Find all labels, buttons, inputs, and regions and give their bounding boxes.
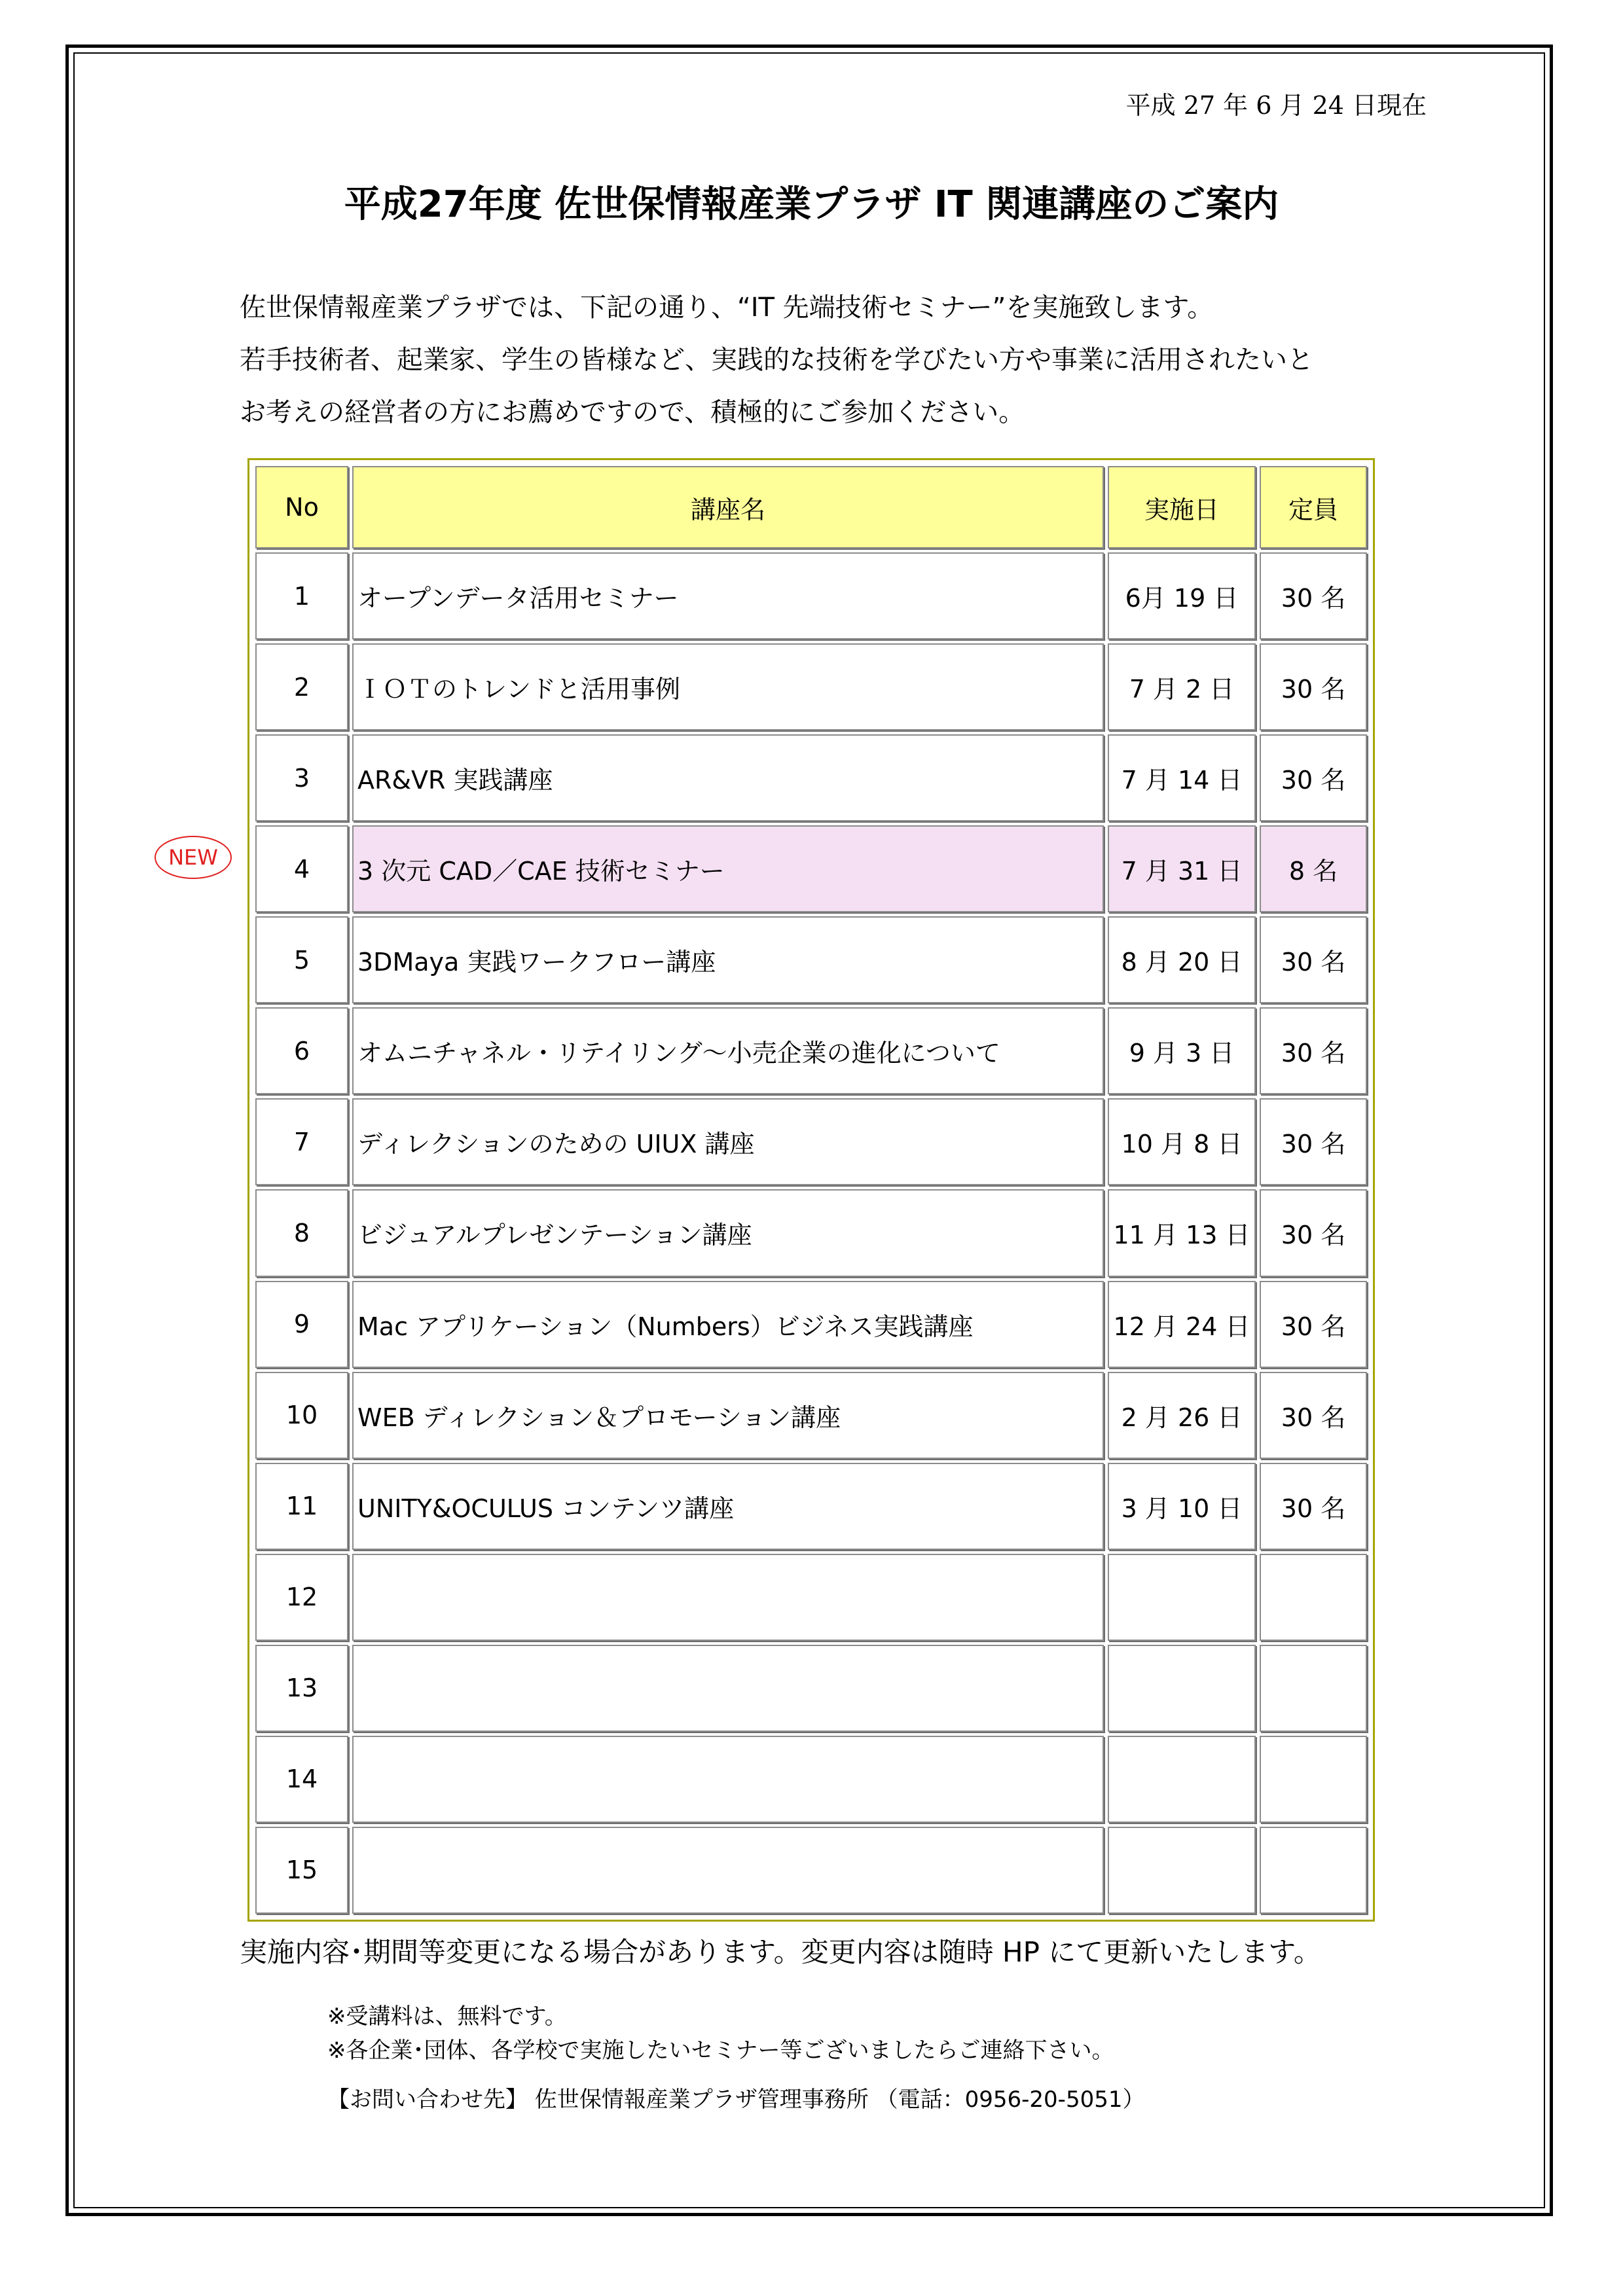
row-course-name: AR&VR 実践講座 xyxy=(352,734,1104,821)
row-capacity: 8 名 xyxy=(1260,825,1367,912)
table-header-row xyxy=(255,466,1367,548)
row-no: 12 xyxy=(255,1554,348,1641)
as-of-date: 平成 27 年 6 月 24 日現在 xyxy=(1125,91,1427,120)
row-no: 15 xyxy=(255,1827,348,1914)
row-course-name: ＩＯＴのトレンドと活用事例 xyxy=(352,643,1104,730)
header-date: 実施日 xyxy=(1108,466,1256,548)
row-date xyxy=(1108,1554,1256,1641)
table-row xyxy=(255,734,1367,821)
row-course-name: 3DMaya 実践ワークフロー講座 xyxy=(352,916,1104,1003)
notes xyxy=(327,2000,1114,2068)
row-no: 9 xyxy=(255,1281,348,1368)
row-capacity: 30 名 xyxy=(1260,1007,1367,1094)
table-row xyxy=(255,1554,1367,1641)
row-capacity: 30 名 xyxy=(1260,1189,1367,1276)
row-date xyxy=(1108,1827,1256,1914)
course-table-frame xyxy=(247,458,1375,1922)
row-course-name: Mac アプリケーション（Numbers）ビジネス実践講座 xyxy=(352,1281,1104,1368)
intro-line-2: 若手技術者、起業家、学生の皆様など、実践的な技術を学びたい方や事業に活用されたいと xyxy=(240,345,1313,375)
table-row xyxy=(255,1098,1367,1185)
row-course-name xyxy=(352,1645,1104,1732)
row-no: 14 xyxy=(255,1736,348,1823)
intro-paragraph xyxy=(240,281,1484,439)
row-no: 13 xyxy=(255,1645,348,1732)
table-row xyxy=(255,1645,1367,1732)
row-date: 6月 19 日 xyxy=(1108,552,1256,639)
row-capacity: 30 名 xyxy=(1260,916,1367,1003)
row-date: 11 月 13 日 xyxy=(1108,1189,1256,1276)
table-row xyxy=(255,916,1367,1003)
row-no: 6 xyxy=(255,1007,348,1094)
row-date: 8 月 20 日 xyxy=(1108,916,1256,1003)
note-request: ※各企業･団体、各学校で実施したいセミナー等ございましたらご連絡下さい。 xyxy=(327,2037,1114,2064)
contact-info: 【お問い合わせ先】 佐世保情報産業プラザ管理事務所 （電話：0956-20-5051） xyxy=(327,2087,1145,2113)
row-date: 3 月 10 日 xyxy=(1108,1463,1256,1550)
row-no: 7 xyxy=(255,1098,348,1185)
row-date: 7 月 14 日 xyxy=(1108,734,1256,821)
table-row xyxy=(255,1463,1367,1550)
row-capacity: 30 名 xyxy=(1260,1372,1367,1459)
new-badge: NEW xyxy=(155,836,232,879)
row-no: 5 xyxy=(255,916,348,1003)
row-capacity: 30 名 xyxy=(1260,1098,1367,1185)
row-no: 2 xyxy=(255,643,348,730)
table-row-new xyxy=(255,825,1367,912)
intro-line-1: 佐世保情報産業プラザでは、下記の通り、“IT 先端技術セミナー”を実施致します。 xyxy=(240,293,1214,323)
row-course-name: ビジュアルプレゼンテーション講座 xyxy=(352,1189,1104,1276)
row-date: 12 月 24 日 xyxy=(1108,1281,1256,1368)
change-notice: 実施内容･期間等変更になる場合があります。変更内容は随時 HP にて更新いたします。 xyxy=(240,1936,1321,1968)
row-date: 2 月 26 日 xyxy=(1108,1372,1256,1459)
row-date: 10 月 8 日 xyxy=(1108,1098,1256,1185)
row-capacity: 30 名 xyxy=(1260,734,1367,821)
row-date: 9 月 3 日 xyxy=(1108,1007,1256,1094)
note-fee: ※受講料は、無料です。 xyxy=(327,2003,567,2030)
table-row xyxy=(255,1736,1367,1823)
row-no: 11 xyxy=(255,1463,348,1550)
row-course-name xyxy=(352,1736,1104,1823)
page-title: 平成27年度 佐世保情報産業プラザ IT 関連講座のご案内 xyxy=(344,183,1279,226)
row-capacity: 30 名 xyxy=(1260,1281,1367,1368)
row-course-name: 3 次元 CAD／CAE 技術セミナー xyxy=(352,825,1104,912)
row-capacity xyxy=(1260,1827,1367,1914)
table-row xyxy=(255,1189,1367,1276)
row-course-name xyxy=(352,1827,1104,1914)
course-table xyxy=(251,462,1371,1918)
table-row xyxy=(255,643,1367,730)
row-date xyxy=(1108,1645,1256,1732)
header-course-name: 講座名 xyxy=(352,466,1104,548)
row-no: 4 xyxy=(255,825,348,912)
header-no: No xyxy=(255,466,348,548)
row-date: 7 月 31 日 xyxy=(1108,825,1256,912)
row-capacity xyxy=(1260,1736,1367,1823)
table-row xyxy=(255,552,1367,639)
row-date xyxy=(1108,1736,1256,1823)
row-no: 10 xyxy=(255,1372,348,1459)
row-course-name: オムニチャネル・リテイリング～小売企業の進化について xyxy=(352,1007,1104,1094)
row-course-name: ディレクションのための UIUX 講座 xyxy=(352,1098,1104,1185)
row-course-name: WEB ディレクション＆プロモーション講座 xyxy=(352,1372,1104,1459)
table-row xyxy=(255,1007,1367,1094)
row-capacity: 30 名 xyxy=(1260,1463,1367,1550)
row-date: 7 月 2 日 xyxy=(1108,643,1256,730)
intro-line-3: お考えの経営者の方にお薦めですので、積極的にご参加ください。 xyxy=(240,397,1025,427)
table-row xyxy=(255,1372,1367,1459)
table-row xyxy=(255,1281,1367,1368)
row-no: 3 xyxy=(255,734,348,821)
row-course-name xyxy=(352,1554,1104,1641)
header-capacity: 定員 xyxy=(1260,466,1367,548)
row-capacity xyxy=(1260,1645,1367,1732)
row-capacity: 30 名 xyxy=(1260,552,1367,639)
row-no: 8 xyxy=(255,1189,348,1276)
row-course-name: オープンデータ活用セミナー xyxy=(352,552,1104,639)
row-capacity xyxy=(1260,1554,1367,1641)
row-capacity: 30 名 xyxy=(1260,643,1367,730)
row-course-name: UNITY&OCULUS コンテンツ講座 xyxy=(352,1463,1104,1550)
row-no: 1 xyxy=(255,552,348,639)
table-row xyxy=(255,1827,1367,1914)
